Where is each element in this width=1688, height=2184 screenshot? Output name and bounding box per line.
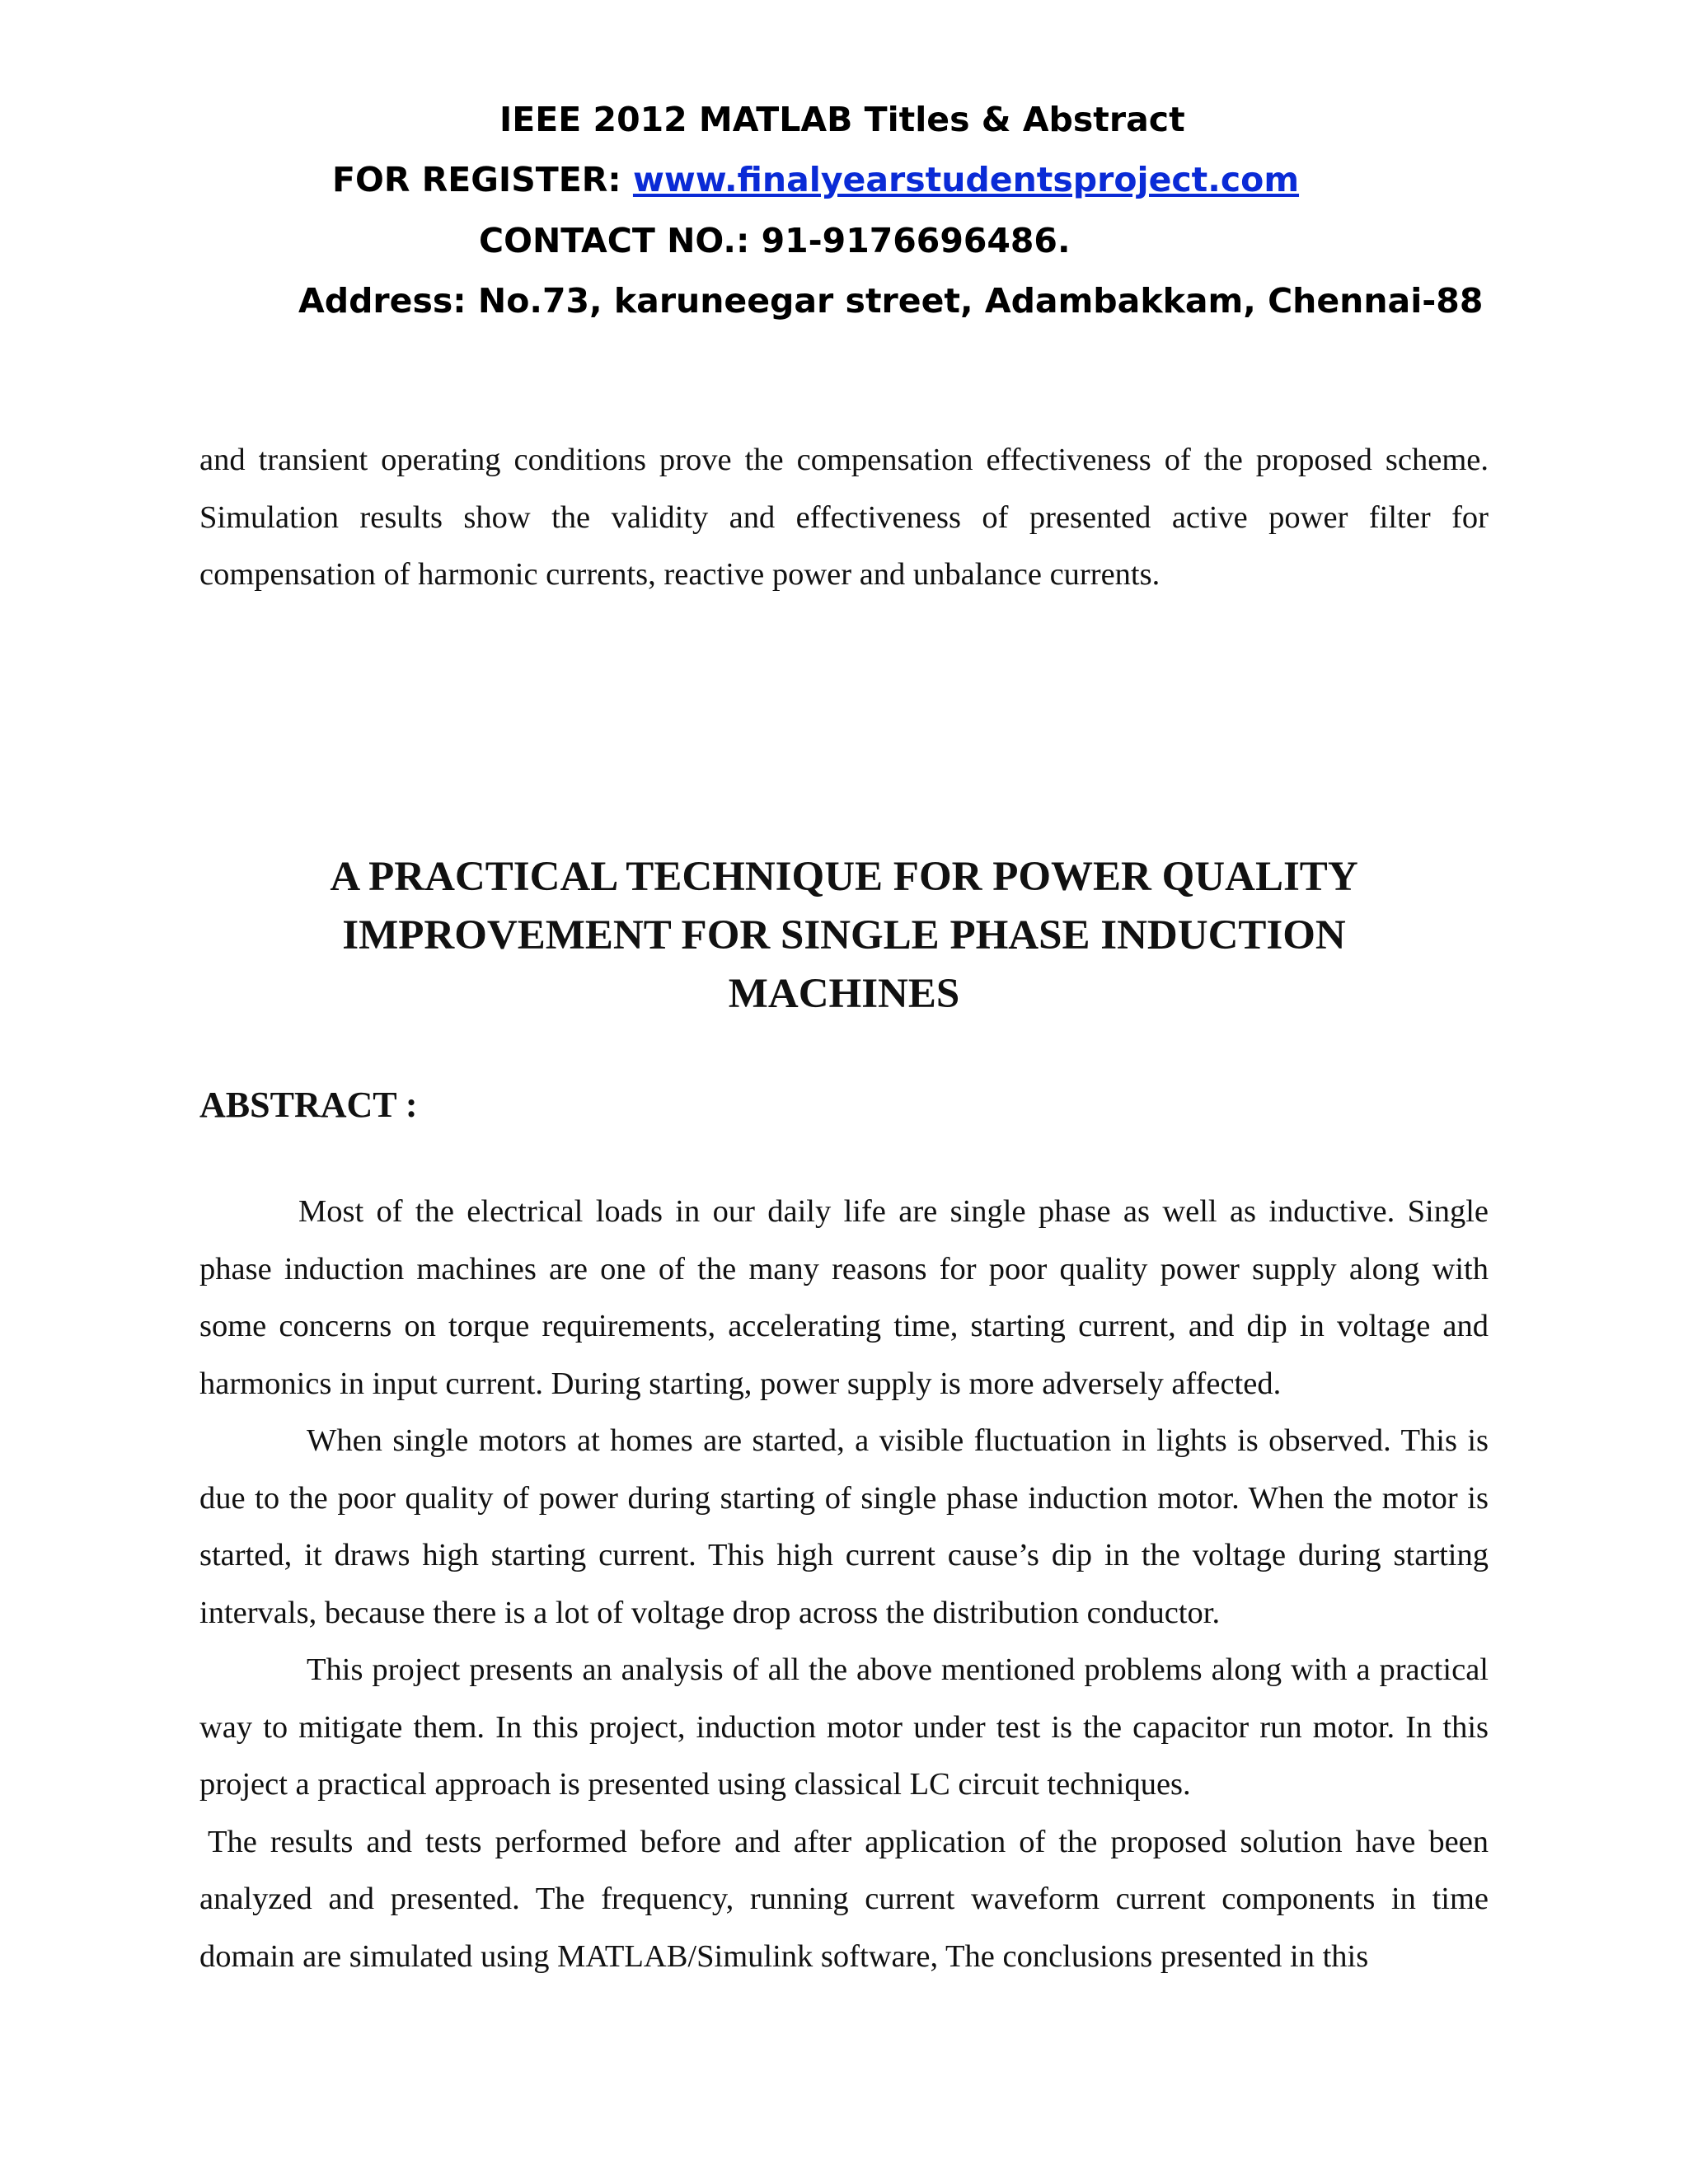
- abstract-paragraph-3: [199, 1642, 1489, 1814]
- abstract-paragraph-4: [199, 1814, 1489, 1986]
- continuation-paragraph: and transient operating conditions prove the compensation effectiveness of the proposed scheme. Simulation results show the validity and effectiveness of presented active power filter for compensation of harmonic currents, reactive power and unbalance currents.: [199, 443, 1489, 592]
- header-contact: CONTACT NO.: 91-9176696486.: [479, 221, 1071, 260]
- abstract-paragraph-3-text: This project presents an analysis of all the above mentioned problems along with a practical way to mitigate them. In this project, induction motor under test is the capacitor run motor. In this project a practical approach is presented using classical LC circuit techniques.: [199, 1652, 1489, 1802]
- abstract-paragraph-1-text: Most of the electrical loads in our daily life are single phase as well as inductive. Single phase induction machines are one of the many reasons for poor quality power supply along with some concerns on torque requirements, accelerating time, starting current, and dip in voltage and harmonics in input current. During starting, power supply is more adversely affected.: [199, 1194, 1489, 1401]
- abstract-paragraph-1: [199, 1183, 1489, 1413]
- abstract-body: [199, 1183, 1489, 1985]
- abstract-paragraph-4-text: The results and tests performed before and after application of the proposed solution have been analyzed and presented. The frequency, running current waveform current components in time domain are simulated using MATLAB/Simulink software, The conclusions presented in this: [199, 1824, 1489, 1974]
- abstract-paragraph-2-text: When single motors at homes are started, a visible fluctuation in lights is observed. This is due to the poor quality of power during starting of single phase induction motor. When the motor is started, it draws high starting current. This high current cause’s dip in the voltage during starting intervals, because there is a lot of voltage drop across the distribution conductor.: [199, 1423, 1489, 1630]
- register-label: FOR REGISTER:: [332, 160, 633, 199]
- abstract-paragraph-2: [199, 1413, 1489, 1642]
- abstract-heading: ABSTRACT :: [199, 1085, 418, 1125]
- header-title: IEEE 2012 MATLAB Titles & Abstract: [499, 100, 1185, 139]
- header-address: Address: No.73, karuneegar street, Adambakkam, Chennai-88: [298, 281, 1484, 321]
- document-title: [199, 848, 1489, 1024]
- header-register: [332, 160, 1300, 199]
- title-line-1: A PRACTICAL TECHNIQUE FOR POWER QUALITY: [330, 854, 1358, 900]
- title-line-2: IMPROVEMENT FOR SINGLE PHASE INDUCTION: [342, 912, 1346, 958]
- title-line-3: MACHINES: [728, 971, 960, 1017]
- register-link[interactable]: www.finalyearstudentsproject.com: [632, 160, 1300, 199]
